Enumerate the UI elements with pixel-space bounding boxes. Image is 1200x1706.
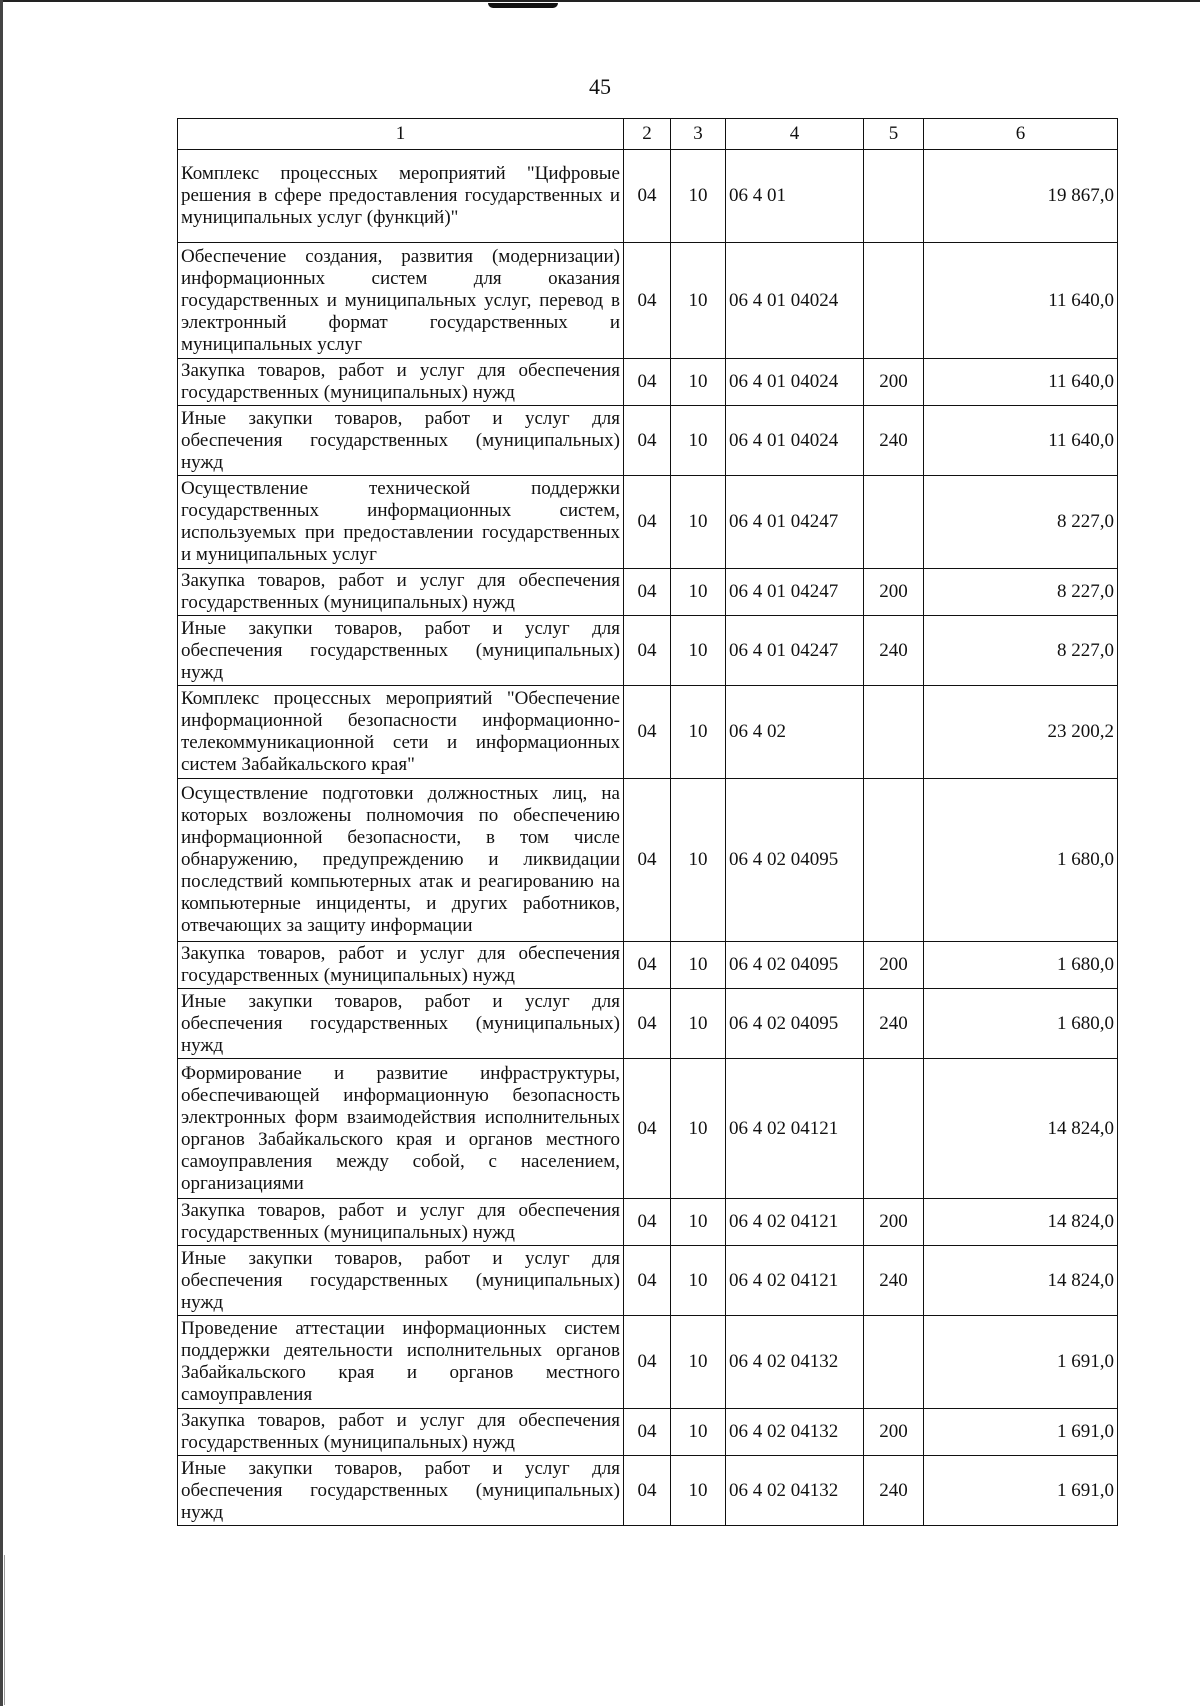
row-amount-cell: 1 680,0 — [924, 942, 1118, 989]
row-target-article-cell: 06 4 02 04095 — [726, 942, 864, 989]
row-expense-type-cell: 200 — [864, 1199, 924, 1246]
row-name-cell: Иные закупки товаров, работ и услуг для обеспечения государственных (муниципальных) нужд — [178, 616, 624, 686]
row-section-cell: 04 — [624, 476, 671, 569]
row-subsection-cell: 10 — [671, 616, 726, 686]
budget-table — [177, 118, 1118, 1526]
row-amount-cell: 1 691,0 — [924, 1409, 1118, 1456]
row-section-cell: 04 — [624, 150, 671, 243]
row-target-article-cell: 06 4 02 04132 — [726, 1456, 864, 1526]
row-amount-cell: 14 824,0 — [924, 1199, 1118, 1246]
table-row — [178, 1246, 1118, 1316]
row-target-article-cell: 06 4 01 04024 — [726, 359, 864, 406]
row-section-cell: 04 — [624, 989, 671, 1059]
table-row — [178, 569, 1118, 616]
table-row — [178, 406, 1118, 476]
row-subsection-cell: 10 — [671, 1199, 726, 1246]
scan-left-edge-shadow — [4, 1555, 5, 1705]
row-expense-type-cell: 240 — [864, 406, 924, 476]
row-amount-cell: 8 227,0 — [924, 616, 1118, 686]
row-section-cell: 04 — [624, 1059, 671, 1199]
row-name-cell: Закупка товаров, работ и услуг для обеспечения государственных (муниципальных) нужд — [178, 942, 624, 989]
row-expense-type-cell: 200 — [864, 569, 924, 616]
row-section-cell: 04 — [624, 569, 671, 616]
row-subsection-cell: 10 — [671, 476, 726, 569]
row-expense-type-cell — [864, 779, 924, 942]
row-section-cell: 04 — [624, 359, 671, 406]
row-target-article-cell: 06 4 02 04132 — [726, 1316, 864, 1409]
row-section-cell: 04 — [624, 686, 671, 779]
table-row — [178, 1316, 1118, 1409]
row-section-cell: 04 — [624, 616, 671, 686]
row-expense-type-cell — [864, 686, 924, 779]
row-amount-cell: 14 824,0 — [924, 1246, 1118, 1316]
row-amount-cell: 8 227,0 — [924, 476, 1118, 569]
row-target-article-cell: 06 4 01 — [726, 150, 864, 243]
row-amount-cell: 1 691,0 — [924, 1456, 1118, 1526]
row-amount-cell: 14 824,0 — [924, 1059, 1118, 1199]
row-target-article-cell: 06 4 02 04121 — [726, 1199, 864, 1246]
row-subsection-cell: 10 — [671, 942, 726, 989]
scan-top-edge — [0, 0, 1200, 6]
row-subsection-cell: 10 — [671, 1246, 726, 1316]
row-target-article-cell: 06 4 02 — [726, 686, 864, 779]
scan-left-edge — [0, 0, 3, 1706]
row-expense-type-cell: 240 — [864, 1456, 924, 1526]
row-amount-cell: 8 227,0 — [924, 569, 1118, 616]
row-name-cell: Закупка товаров, работ и услуг для обеспечения государственных (муниципальных) нужд — [178, 1199, 624, 1246]
table-row — [178, 942, 1118, 989]
row-amount-cell: 19 867,0 — [924, 150, 1118, 243]
row-name-cell: Формирование и развитие инфраструктуры, обеспечивающей информационную безопасность электронных форм взаимодействия исполнительных органов Забайкальского края и органов местного самоуправления между собой, с населением, организациями — [178, 1059, 624, 1199]
column-header-expense-type: 5 — [864, 119, 924, 150]
row-target-article-cell: 06 4 01 04247 — [726, 476, 864, 569]
row-section-cell: 04 — [624, 1246, 671, 1316]
row-name-cell: Иные закупки товаров, работ и услуг для обеспечения государственных (муниципальных) нужд — [178, 1246, 624, 1316]
row-amount-cell: 11 640,0 — [924, 406, 1118, 476]
table-row — [178, 1059, 1118, 1199]
row-amount-cell: 11 640,0 — [924, 243, 1118, 359]
table-row — [178, 476, 1118, 569]
row-expense-type-cell — [864, 150, 924, 243]
row-section-cell: 04 — [624, 1409, 671, 1456]
row-expense-type-cell: 200 — [864, 942, 924, 989]
row-subsection-cell: 10 — [671, 150, 726, 243]
row-expense-type-cell — [864, 243, 924, 359]
table-row — [178, 686, 1118, 779]
column-header-subsection: 3 — [671, 119, 726, 150]
row-target-article-cell: 06 4 02 04095 — [726, 779, 864, 942]
row-target-article-cell: 06 4 01 04247 — [726, 569, 864, 616]
row-section-cell: 04 — [624, 1199, 671, 1246]
row-name-cell: Осуществление подготовки должностных лиц, на которых возложены полномочия по обеспечению информационной безопасности, в том числе обнаружению, предупреждению и ликвидации последствий компьютерных атак и реагированию на компьютерные инциденты, и других работников, отвечающих за защиту информации — [178, 779, 624, 942]
row-subsection-cell: 10 — [671, 243, 726, 359]
row-expense-type-cell: 240 — [864, 616, 924, 686]
column-header-name: 1 — [178, 119, 624, 150]
table-row — [178, 616, 1118, 686]
row-section-cell: 04 — [624, 243, 671, 359]
row-target-article-cell: 06 4 02 04121 — [726, 1246, 864, 1316]
row-target-article-cell: 06 4 01 04024 — [726, 243, 864, 359]
row-expense-type-cell: 200 — [864, 359, 924, 406]
row-name-cell: Закупка товаров, работ и услуг для обеспечения государственных (муниципальных) нужд — [178, 359, 624, 406]
row-subsection-cell: 10 — [671, 686, 726, 779]
row-subsection-cell: 10 — [671, 1456, 726, 1526]
table-body — [178, 150, 1118, 1526]
column-header-target-article: 4 — [726, 119, 864, 150]
row-name-cell: Комплекс процессных мероприятий "Обеспечение информационной безопасности информационно-телекоммуникационной сети и информационных систем Забайкальского края" — [178, 686, 624, 779]
row-name-cell: Осуществление технической поддержки государственных информационных систем, используемых при предоставлении государственных и муниципальных услуг — [178, 476, 624, 569]
row-target-article-cell: 06 4 01 04247 — [726, 616, 864, 686]
row-target-article-cell: 06 4 02 04095 — [726, 989, 864, 1059]
row-subsection-cell: 10 — [671, 1409, 726, 1456]
row-subsection-cell: 10 — [671, 1316, 726, 1409]
row-name-cell: Иные закупки товаров, работ и услуг для обеспечения государственных (муниципальных) нужд — [178, 406, 624, 476]
row-target-article-cell: 06 4 01 04024 — [726, 406, 864, 476]
row-expense-type-cell: 200 — [864, 1409, 924, 1456]
row-expense-type-cell — [864, 1316, 924, 1409]
row-section-cell: 04 — [624, 942, 671, 989]
row-subsection-cell: 10 — [671, 989, 726, 1059]
row-amount-cell: 1 691,0 — [924, 1316, 1118, 1409]
row-target-article-cell: 06 4 02 04132 — [726, 1409, 864, 1456]
scan-artifact-mark — [488, 3, 558, 8]
table-row — [178, 243, 1118, 359]
row-name-cell: Комплекс процессных мероприятий "Цифровые решения в сфере предоставления государственных и муниципальных услуг (функций)" — [178, 150, 624, 243]
table-row — [178, 359, 1118, 406]
row-name-cell: Закупка товаров, работ и услуг для обеспечения государственных (муниципальных) нужд — [178, 569, 624, 616]
row-amount-cell: 23 200,2 — [924, 686, 1118, 779]
row-expense-type-cell: 240 — [864, 989, 924, 1059]
row-name-cell: Обеспечение создания, развития (модернизации) информационных систем для оказания государственных и муниципальных услуг, перевод в электронный формат государственных и муниципальных услуг — [178, 243, 624, 359]
row-amount-cell: 11 640,0 — [924, 359, 1118, 406]
row-target-article-cell: 06 4 02 04121 — [726, 1059, 864, 1199]
table-row — [178, 150, 1118, 243]
row-subsection-cell: 10 — [671, 1059, 726, 1199]
row-section-cell: 04 — [624, 406, 671, 476]
page-number: 45 — [589, 74, 611, 99]
column-header-amount: 6 — [924, 119, 1118, 150]
row-expense-type-cell — [864, 476, 924, 569]
table-row — [178, 779, 1118, 942]
row-expense-type-cell: 240 — [864, 1246, 924, 1316]
row-section-cell: 04 — [624, 1316, 671, 1409]
table-row — [178, 1456, 1118, 1526]
row-subsection-cell: 10 — [671, 779, 726, 942]
row-amount-cell: 1 680,0 — [924, 989, 1118, 1059]
row-name-cell: Проведение аттестации информационных систем поддержки деятельности исполнительных органов Забайкальского края и органов местного самоуправления — [178, 1316, 624, 1409]
row-section-cell: 04 — [624, 1456, 671, 1526]
row-name-cell: Закупка товаров, работ и услуг для обеспечения государственных (муниципальных) нужд — [178, 1409, 624, 1456]
row-name-cell: Иные закупки товаров, работ и услуг для обеспечения государственных (муниципальных) нужд — [178, 989, 624, 1059]
row-subsection-cell: 10 — [671, 359, 726, 406]
column-header-section: 2 — [624, 119, 671, 150]
row-name-cell: Иные закупки товаров, работ и услуг для обеспечения государственных (муниципальных) нужд — [178, 1456, 624, 1526]
row-section-cell: 04 — [624, 779, 671, 942]
table-row — [178, 1199, 1118, 1246]
table-header-row — [178, 119, 1118, 150]
row-subsection-cell: 10 — [671, 406, 726, 476]
row-subsection-cell: 10 — [671, 569, 726, 616]
row-expense-type-cell — [864, 1059, 924, 1199]
table-row — [178, 1409, 1118, 1456]
table-row — [178, 989, 1118, 1059]
row-amount-cell: 1 680,0 — [924, 779, 1118, 942]
